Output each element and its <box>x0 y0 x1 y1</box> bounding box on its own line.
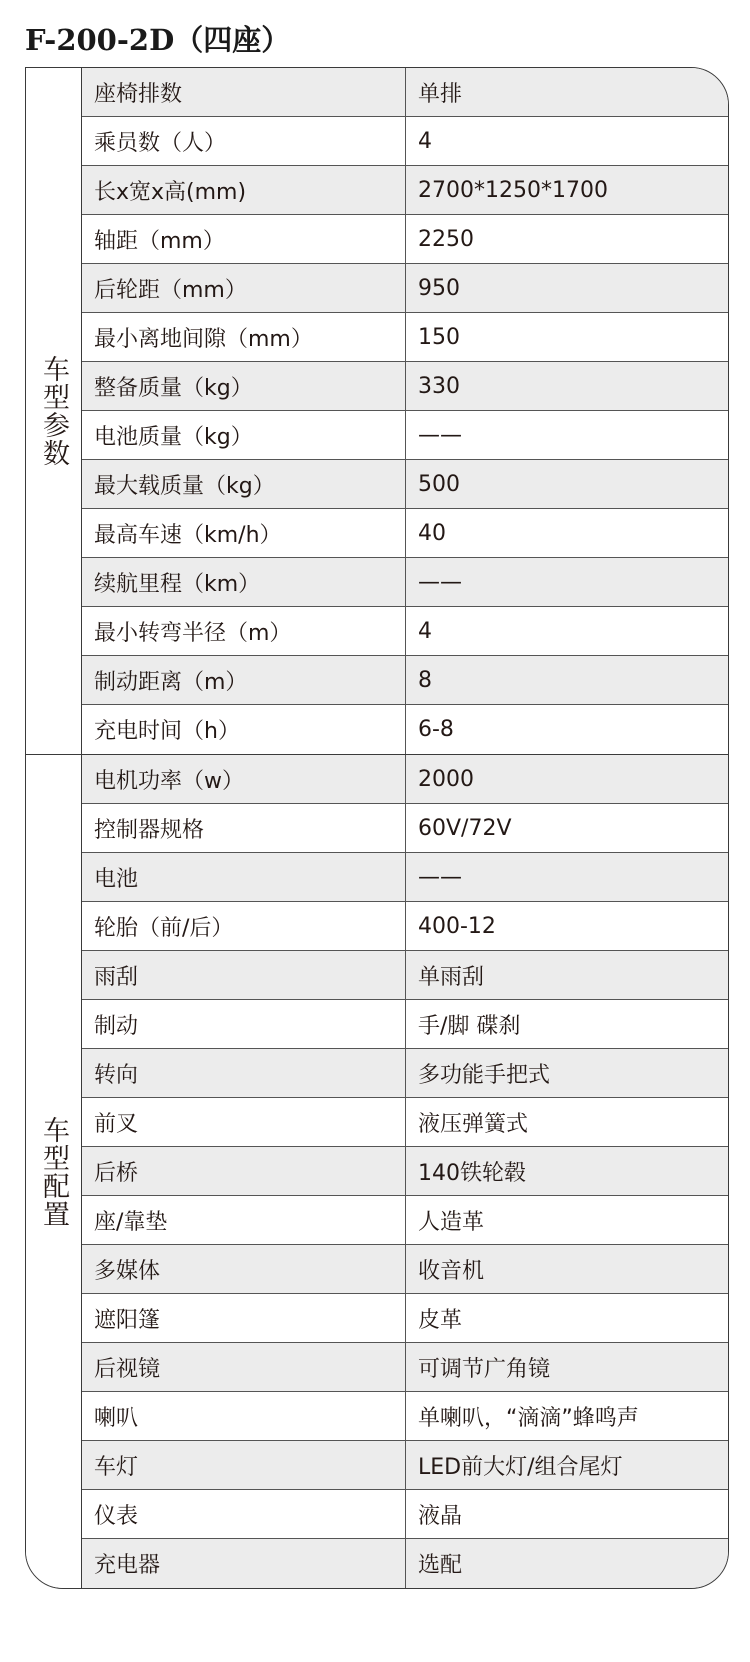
spec-key: 最大载质量（kg） <box>82 460 406 508</box>
table-row <box>82 1539 728 1588</box>
spec-key: 喇叭 <box>82 1392 406 1440</box>
section-label-text: 车型配置 <box>38 1115 69 1228</box>
spec-value: 单雨刮 <box>418 964 485 990</box>
table-row <box>82 1294 728 1343</box>
table-row <box>82 853 728 902</box>
spec-key: 充电时间（h） <box>82 705 406 754</box>
spec-value: 单排 <box>418 81 463 107</box>
spec-value: —— <box>418 569 462 595</box>
spec-key: 转向 <box>82 1049 406 1097</box>
spec-value: 330 <box>418 373 460 399</box>
spec-value: —— <box>418 864 462 890</box>
table-row <box>82 264 728 313</box>
table-row <box>82 1147 728 1196</box>
table-row <box>82 1196 728 1245</box>
table-row <box>82 1490 728 1539</box>
spec-key: 电池 <box>82 853 406 901</box>
spec-section <box>26 68 728 755</box>
spec-section <box>26 755 728 1588</box>
section-label <box>26 68 82 754</box>
spec-value: 4 <box>418 618 432 644</box>
spec-key: 电机功率（w） <box>82 755 406 803</box>
spec-value: 6-8 <box>418 717 454 742</box>
table-row <box>82 509 728 558</box>
table-row <box>82 902 728 951</box>
table-row <box>82 313 728 362</box>
table-row <box>82 460 728 509</box>
spec-value: LED前大灯/组合尾灯 <box>418 1454 623 1480</box>
spec-key: 仪表 <box>82 1490 406 1538</box>
spec-key: 充电器 <box>82 1539 406 1588</box>
spec-key: 乘员数（人） <box>82 117 406 165</box>
spec-value: 多功能手把式 <box>418 1062 551 1088</box>
spec-key: 座/靠垫 <box>82 1196 406 1244</box>
spec-table <box>25 67 729 1589</box>
spec-key: 最高车速（km/h） <box>82 509 406 557</box>
spec-key: 长x宽x高(mm) <box>82 166 406 214</box>
page-title: F-200-2D（四座） <box>25 23 291 57</box>
spec-value: 可调节广角镜 <box>418 1356 551 1382</box>
section-label-text: 车型参数 <box>38 355 69 467</box>
spec-value: —— <box>418 422 462 448</box>
table-row <box>82 755 728 804</box>
table-row <box>82 1049 728 1098</box>
spec-value: 皮革 <box>418 1307 463 1333</box>
table-row <box>82 558 728 607</box>
spec-key: 控制器规格 <box>82 804 406 852</box>
table-row <box>82 166 728 215</box>
spec-key: 制动 <box>82 1000 406 1048</box>
table-row <box>82 1098 728 1147</box>
spec-value: 140铁轮毂 <box>418 1160 526 1186</box>
spec-key: 后轮距（mm） <box>82 264 406 312</box>
section-label <box>26 755 82 1588</box>
table-row <box>82 804 728 853</box>
spec-value: 2000 <box>418 766 474 792</box>
table-row <box>82 411 728 460</box>
spec-key: 最小转弯半径（m） <box>82 607 406 655</box>
table-row <box>82 1392 728 1441</box>
spec-key: 前叉 <box>82 1098 406 1146</box>
spec-value: 150 <box>418 324 460 350</box>
spec-value: 选配 <box>418 1553 463 1578</box>
spec-key: 电池质量（kg） <box>82 411 406 459</box>
table-row <box>82 951 728 1000</box>
spec-value: 手/脚 碟刹 <box>418 1013 521 1039</box>
table-row <box>82 117 728 166</box>
spec-value: 单喇叭，“滴滴”蜂鸣声 <box>418 1405 639 1431</box>
spec-key: 轮胎（前/后） <box>82 902 406 950</box>
table-row <box>82 1000 728 1049</box>
spec-value: 60V/72V <box>418 815 512 841</box>
spec-value: 400-12 <box>418 913 496 939</box>
spec-key: 整备质量（kg） <box>82 362 406 410</box>
spec-rows <box>82 68 728 754</box>
spec-key: 后视镜 <box>82 1343 406 1391</box>
spec-key: 制动距离（m） <box>82 656 406 704</box>
table-row <box>82 68 728 117</box>
spec-value: 8 <box>418 667 432 693</box>
table-row <box>82 362 728 411</box>
table-row <box>82 1441 728 1490</box>
spec-key: 座椅排数 <box>82 68 406 116</box>
table-row <box>82 607 728 656</box>
spec-key: 最小离地间隙（mm） <box>82 313 406 361</box>
table-row <box>82 215 728 264</box>
spec-value: 2250 <box>418 226 474 252</box>
spec-key: 车灯 <box>82 1441 406 1489</box>
spec-key: 续航里程（km） <box>82 558 406 606</box>
spec-value: 人造革 <box>418 1209 485 1235</box>
spec-key: 后桥 <box>82 1147 406 1195</box>
spec-value: 2700*1250*1700 <box>418 177 608 203</box>
spec-value: 4 <box>418 128 432 154</box>
spec-rows <box>82 755 728 1588</box>
table-row <box>82 1245 728 1294</box>
spec-key: 轴距（mm） <box>82 215 406 263</box>
spec-value: 950 <box>418 275 460 301</box>
spec-value: 500 <box>418 471 460 497</box>
spec-key: 雨刮 <box>82 951 406 999</box>
spec-value: 40 <box>418 520 446 546</box>
spec-value: 液压弹簧式 <box>418 1111 529 1137</box>
spec-key: 遮阳篷 <box>82 1294 406 1342</box>
table-row <box>82 1343 728 1392</box>
table-row <box>82 656 728 705</box>
spec-key: 多媒体 <box>82 1245 406 1293</box>
table-row <box>82 705 728 754</box>
spec-value: 液晶 <box>418 1503 463 1529</box>
spec-value: 收音机 <box>418 1258 485 1284</box>
